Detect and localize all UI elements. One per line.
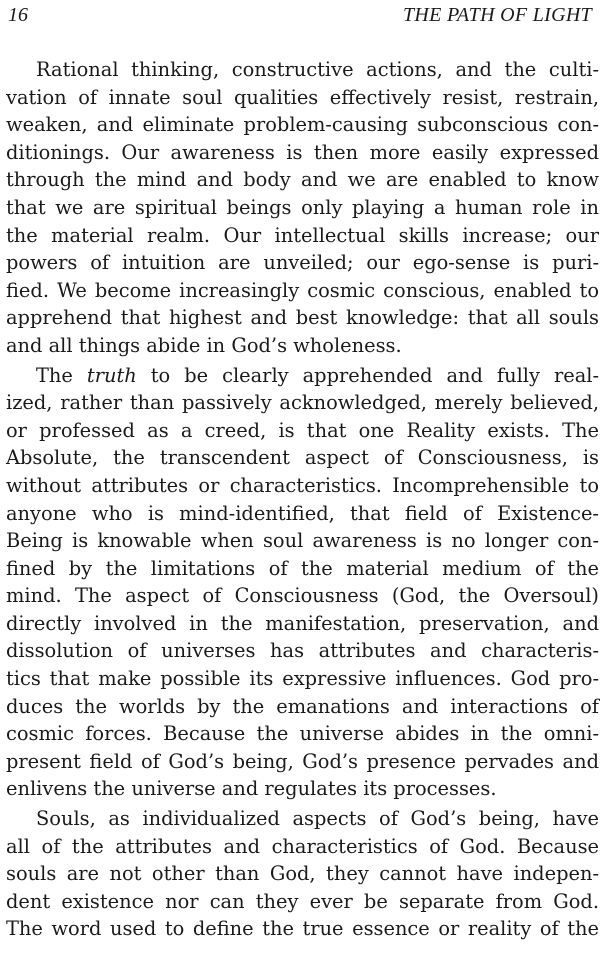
text-line	[6, 500, 599, 528]
text-line	[6, 860, 599, 888]
text-line	[6, 166, 599, 194]
line-text: The word used to define the true essence or reality of the	[6, 917, 599, 941]
text-line	[6, 249, 599, 277]
text-line	[6, 888, 599, 916]
line-text: Rational thinking, constructive actions, and the culti-	[36, 58, 599, 81]
line-text: souls are not other than God, they cannot have indepen-	[6, 862, 599, 886]
page-number: 16	[8, 4, 28, 26]
line-text: fined by the limitations of the material medium of the	[6, 556, 599, 580]
line-text: dissolution of universes has attributes and characteris-	[6, 639, 599, 663]
line-text: vation of innate soul qualities effectively resist, restrain,	[6, 85, 599, 109]
text-line	[6, 111, 599, 139]
line-text: cosmic forces. Because the universe abides in the omni-	[6, 722, 599, 746]
text-line	[6, 362, 599, 390]
line-text: anyone who is mind-identified, that field of Existence-	[6, 501, 599, 525]
line-text: ized, rather than passively acknowledged, merely believed,	[6, 391, 599, 415]
line-text: present field of God’s being, God’s presence pervades and	[6, 749, 599, 773]
line-text: weaken, and eliminate problem-causing subconscious con-	[6, 113, 599, 137]
text-line	[6, 139, 599, 167]
text-line	[6, 417, 599, 445]
text-line	[6, 389, 599, 417]
text-line	[6, 915, 599, 943]
line-text: enlivens the universe and regulates its processes.	[6, 777, 497, 801]
text-line	[6, 637, 599, 665]
text-line	[6, 833, 599, 861]
text-line	[6, 720, 599, 748]
text-line	[6, 693, 599, 721]
line-text: ditionings. Our awareness is then more easily expressed	[6, 140, 599, 164]
text-line	[6, 555, 599, 583]
line-text: without attributes or characteristics. Incomprehensible to	[6, 473, 599, 497]
text-line	[6, 84, 599, 112]
paragraph	[6, 56, 599, 360]
line-text: powers of intuition are unveiled; our ego-sense is puri-	[6, 251, 599, 275]
text-line	[6, 472, 599, 500]
text-line	[6, 582, 599, 610]
line-text: the material realm. Our intellectual skills increase; our	[6, 223, 599, 247]
line-text: that we are spiritual beings only playing a human role in	[6, 195, 599, 219]
text-line	[6, 805, 599, 833]
line-text: fied. We become increasingly cosmic conscious, enabled to	[6, 278, 599, 302]
paragraph	[6, 805, 599, 943]
text-line	[6, 748, 599, 776]
emphasis-word: truth	[86, 363, 137, 387]
text-line	[6, 775, 599, 803]
text-line	[6, 332, 599, 360]
line-text: to be clearly apprehended and fully real-	[136, 363, 600, 387]
page-header	[8, 2, 592, 28]
line-text: tics that make possible its expressive influences. God pro-	[6, 667, 599, 691]
line-text: Absolute, the transcendent aspect of Consciousness, is	[6, 446, 599, 470]
text-line	[6, 610, 599, 638]
line-text: through the mind and body and we are enabled to know	[6, 168, 599, 192]
line-text: all of the attributes and characteristics of God. Because	[6, 834, 599, 858]
paragraph	[6, 362, 599, 804]
text-line	[6, 304, 599, 332]
running-head: THE PATH OF LIGHT	[402, 4, 592, 26]
text-line	[6, 56, 599, 84]
text-line	[6, 444, 599, 472]
line-text: and all things abide in God’s wholeness.	[6, 333, 402, 357]
line-text: The	[36, 363, 87, 387]
line-text: Souls, as individualized aspects of God’s being, have	[36, 807, 599, 831]
body-text	[6, 56, 599, 943]
line-text: dent existence nor can they ever be separate from God.	[6, 889, 599, 913]
line-text: apprehend that highest and best knowledge: that all souls	[6, 306, 599, 330]
line-text: or professed as a creed, is that one Reality exists. The	[6, 418, 599, 442]
text-line	[6, 222, 599, 250]
text-line	[6, 277, 599, 305]
text-line	[6, 665, 599, 693]
text-line	[6, 194, 599, 222]
line-text: directly involved in the manifestation, preservation, and	[6, 611, 599, 635]
line-text: mind. The aspect of Consciousness (God, the Oversoul)	[6, 584, 599, 608]
line-text: duces the worlds by the emanations and interactions of	[6, 694, 599, 718]
text-line	[6, 527, 599, 555]
line-text: Being is knowable when soul awareness is no longer con-	[6, 529, 599, 553]
